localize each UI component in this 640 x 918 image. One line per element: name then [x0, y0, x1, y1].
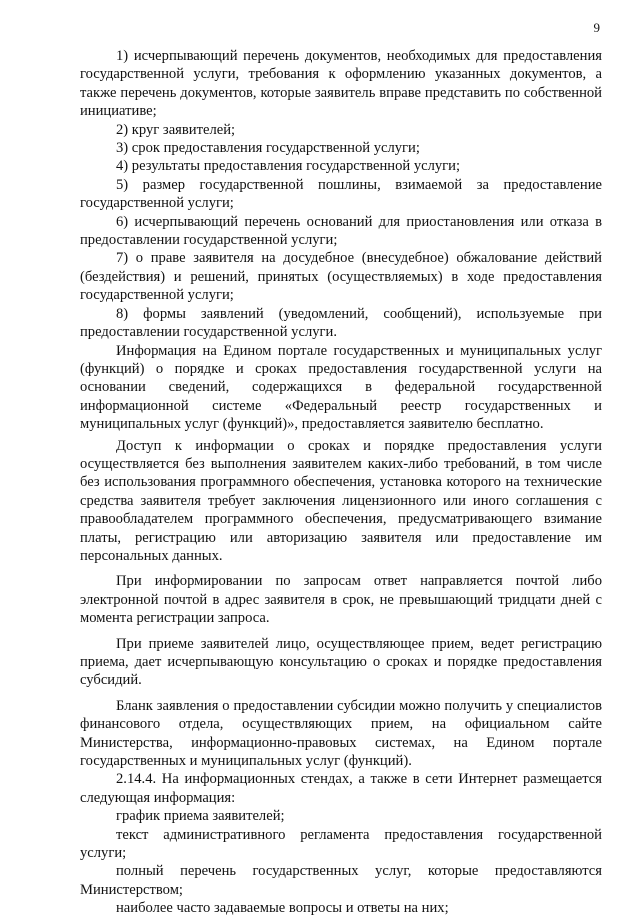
paragraph-list-item-8: 8) формы заявлений (уведомлений, сообщений), используемые при предоставлении государственной услуги. — [80, 305, 602, 341]
paragraph-reception: При приеме заявителей лицо, осуществляющее прием, ведет регистрацию приема, дает исчерпывающую консультацию о сроках и порядке предоставления субсидий. — [80, 635, 602, 689]
page-number: 9 — [593, 20, 600, 35]
document-body — [80, 47, 602, 918]
paragraph-list-item-6: 6) исчерпывающий перечень оснований для приостановления или отказа в предоставлении государственной услуги; — [80, 213, 602, 249]
paragraph-unified-portal-info: Информация на Едином портале государственных и муниципальных услуг (функций) о порядке и сроках предоставления государственной услуги на основании сведений, содержащихся в федеральной государственной информационной системе «Федеральный реестр государственных и муниципальных услуг (функций)», предоставляется заявителю бесплатно. — [80, 342, 602, 433]
paragraph-list-item-5: 5) размер государственной пошлины, взимаемой за предоставление государственной услуги; — [80, 176, 602, 212]
paragraph-application-form: Бланк заявления о предоставлении субсидии можно получить у специалистов финансового отдела, осуществляющих прием, на официальном сайте Министерства, информационно-правовых системах, на Едином портале государственных и муниципальных услуг (функций). — [80, 697, 602, 770]
paragraph-list-item-1: 1) исчерпывающий перечень документов, необходимых для предоставления государственной услуги, требования к оформлению указанных документов, а также перечень документов, которые заявитель вправе представить по собственной инициативе; — [80, 48, 602, 120]
paragraph-services-list: полный перечень государственных услуг, которые предоставляются Министерством; — [80, 863, 602, 898]
paragraph-list-item-3: 3) срок предоставления государственной услуги; — [116, 140, 420, 157]
paragraph-reception-schedule: график приема заявителей; — [116, 808, 285, 825]
paragraph-request-response: При информировании по запросам ответ направляется почтой либо электронной почтой в адрес заявителя в срок, не превышающий тридцати дней с момента регистрации запроса. — [80, 573, 602, 627]
paragraph-faq: наиболее часто задаваемые вопросы и ответы на них; — [116, 900, 449, 917]
paragraph-list-item-7: 7) о праве заявителя на досудебное (внесудебное) обжалование действий (бездействия) и решений, принятых (осуществляемых) в ходе предоставления государственной услуги; — [80, 250, 602, 304]
paragraph-list-item-2: 2) круг заявителей; — [116, 121, 236, 138]
paragraph-list-item-4: 4) результаты предоставления государственной услуги; — [116, 158, 461, 175]
paragraph-access-to-info: Доступ к информации о сроках и порядке предоставления услуги осуществляется без выполнения заявителем каких-либо требований, в том числе без использования программного обеспечения, установка которого на технические средства заявителя требует заключения лицензионного или иного соглашения с правообладателем программного обеспечения, предусматривающего взимание платы, регистрацию или авторизацию заявителя или предоставление им персональных данных. — [80, 437, 602, 564]
paragraph-regulation-text: текст административного регламента предоставления государственной услуги; — [80, 826, 602, 862]
paragraph-section-2-14-4: 2.14.4. На информационных стендах, а также в сети Интернет размещается следующая информация: — [80, 771, 602, 806]
